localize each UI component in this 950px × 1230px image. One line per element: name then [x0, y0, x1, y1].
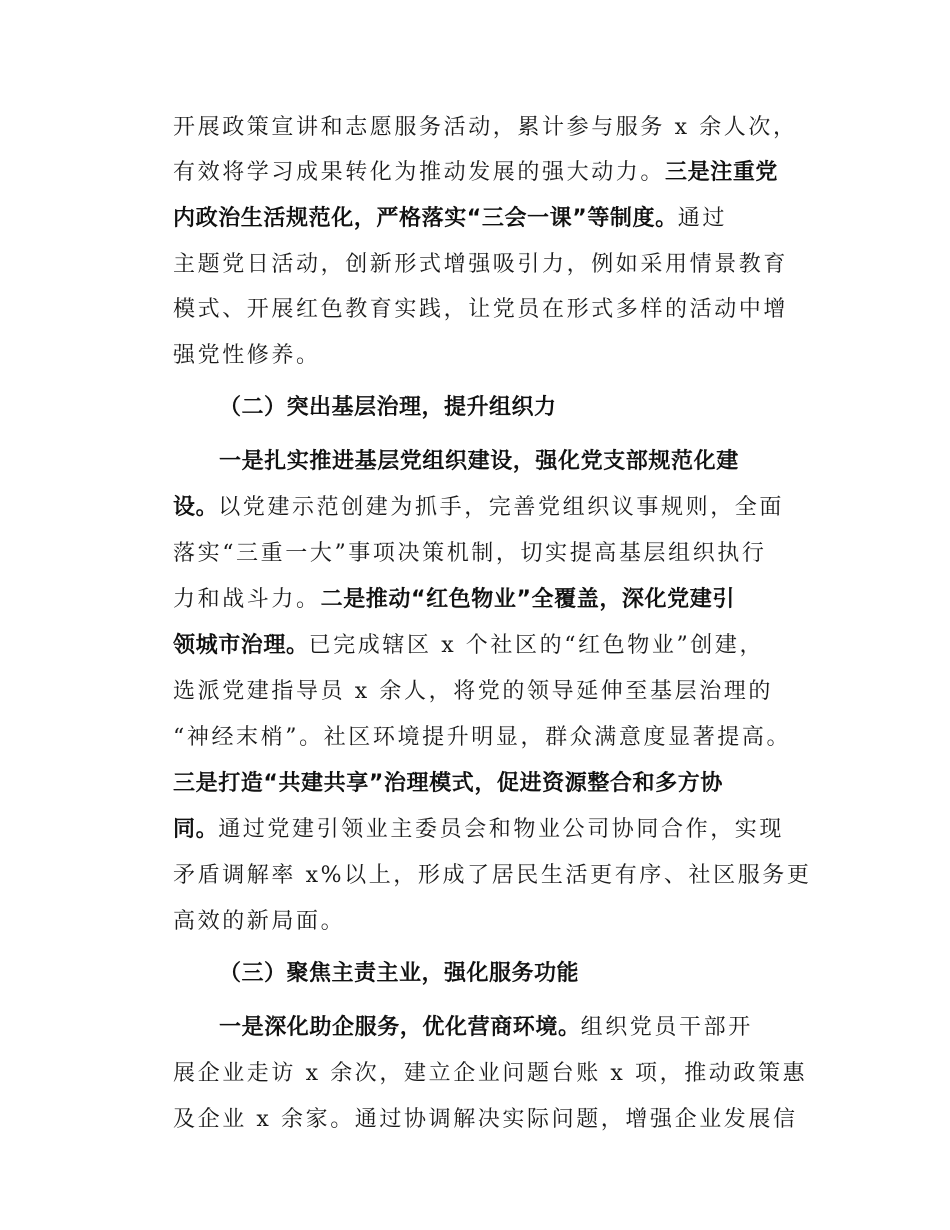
paragraph-line: 强党性修养。: [173, 343, 321, 368]
paragraph-line: 选派党建指导员 x 余人，将党的领导延伸至基层治理的: [173, 679, 773, 704]
paragraph-line: 主题党日活动，创新形式增强吸引力，例如采用情景教育: [173, 252, 789, 277]
paragraph-line: 矛盾调解率 x%以上，形成了居民生活更有序、社区服务更: [173, 863, 812, 888]
paragraph-line: 三是打造“共建共享”治理模式，促进资源整合和多方协: [173, 771, 723, 796]
paragraph-line: 模式、开展红色教育实践，让党员在形式多样的活动中增: [173, 297, 789, 322]
section-heading: （二）突出基层治理，提升组织力: [219, 395, 557, 420]
paragraph-line: 展企业走访 x 余次，建立企业问题台账 x 项，推动政策惠: [173, 1061, 808, 1086]
paragraph-line: 开展政策宣讲和志愿服务活动，累计参与服务 x 余人次，: [173, 115, 798, 140]
section-heading: （三）聚焦主责主业，强化服务功能: [219, 961, 580, 986]
paragraph-line: 领城市治理。已完成辖区 x 个社区的“红色物业”创建，: [173, 633, 765, 658]
paragraph-line: 设。以党建示范创建为抓手，完善党组织议事规则，全面: [173, 495, 785, 520]
paragraph-line: 一是扎实推进基层党组织建设，强化党支部规范化建: [219, 449, 739, 474]
paragraph-line: 高效的新局面。: [173, 909, 346, 934]
paragraph-line: 一是深化助企服务，优化营商环境。组织党员干部开: [219, 1015, 753, 1040]
paragraph-line: 内政治生活规范化，严格落实“三会一课”等制度。通过: [173, 206, 727, 231]
paragraph-line: “神经末梢”。社区环境提升明显，群众满意度显著提高。: [173, 725, 792, 750]
paragraph-line: 力和战斗力。二是推动“红色物业”全覆盖，深化党建引: [173, 587, 735, 612]
paragraph-line: 有效将学习成果转化为推动发展的强大动力。三是注重党: [173, 160, 779, 185]
paragraph-line: 落实“三重一大”事项决策机制，切实提高基层组织执行: [173, 541, 767, 566]
paragraph-line: 同。通过党建引领业主委员会和物业公司协同合作，实现: [173, 817, 785, 842]
paragraph-line: 及企业 x 余家。通过协调解决实际问题，增强企业发展信: [173, 1107, 798, 1132]
